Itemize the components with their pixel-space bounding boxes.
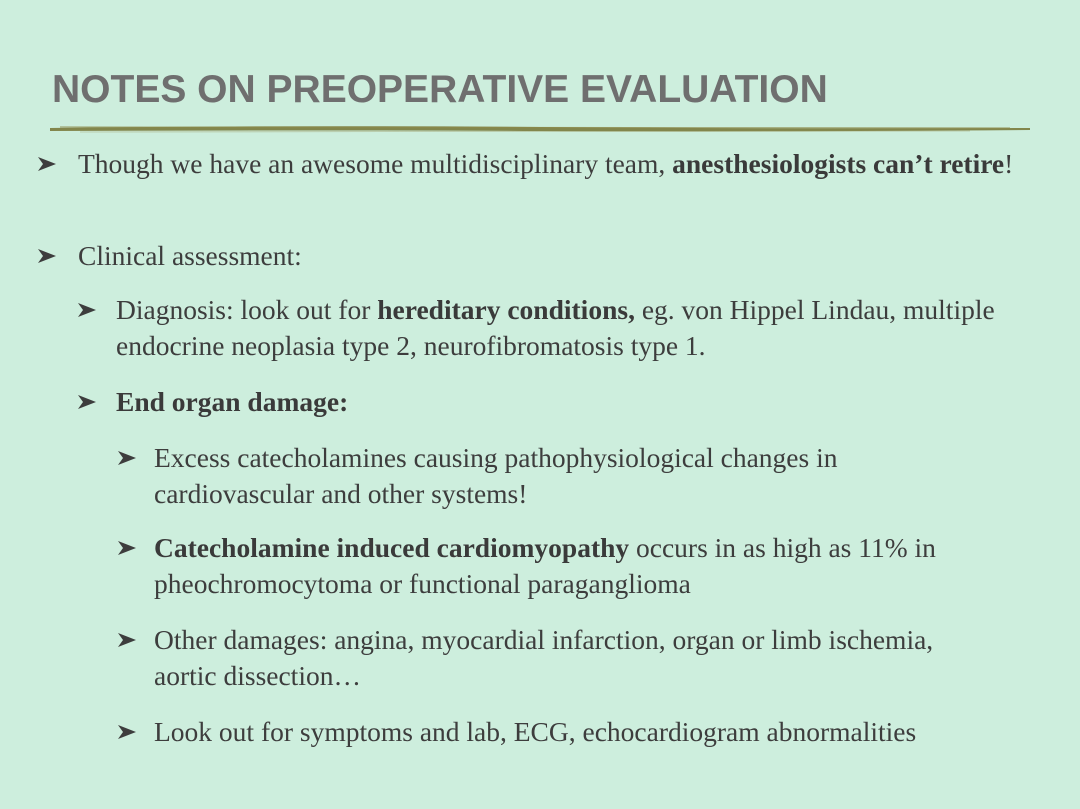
title-underline (50, 122, 1030, 136)
bullet-item (38, 238, 1038, 278)
bullet-item (78, 292, 1038, 368)
bullet-text: Look out for symptoms and lab, ECG, echocardiogram abnormalities (154, 716, 917, 747)
bullet-text: occurs in as high as 11% in pheochromocytoma or functional paraganglioma (154, 532, 936, 599)
arrow-bullet-icon (38, 249, 56, 263)
arrow-bullet-icon (78, 303, 96, 317)
bullet-text: Though we have an awesome multidisciplinary team, (78, 148, 673, 179)
arrow-bullet-icon (118, 633, 136, 647)
bullet-text: Excess catecholamines causing pathophysiological changes in cardiovascular and other systems! (154, 442, 838, 509)
bullet-bold-text: anesthesiologists can’t retire (672, 148, 1005, 179)
bullet-item (118, 714, 1058, 754)
bullet-item (78, 384, 1038, 424)
arrow-bullet-icon (78, 395, 96, 409)
bullet-item (118, 440, 1038, 516)
bullet-text: Diagnosis: look out for (116, 294, 378, 325)
bullet-text: Clinical assessment: (78, 240, 302, 271)
bullet-text: ! (1004, 148, 1014, 179)
bullet-item (118, 622, 1038, 698)
slide-title: NOTES ON PREOPERATIVE EVALUATION (52, 68, 828, 111)
bullet-text: Other damages: angina, myocardial infarction, organ or limb ischemia, aortic dissection… (154, 624, 934, 691)
bullet-bold-text: End organ damage: (116, 386, 349, 417)
bullet-item (118, 530, 1038, 606)
arrow-bullet-icon (118, 725, 136, 739)
arrow-bullet-icon (118, 451, 136, 465)
bullet-bold-text: Catecholamine induced cardiomyopathy (154, 532, 630, 563)
bullet-text: eg. von Hippel Lindau, multiple endocrine neoplasia type 2, neurofibromatosis type 1. (116, 294, 995, 361)
bullet-bold-text: hereditary conditions, (377, 294, 635, 325)
arrow-bullet-icon (38, 157, 56, 171)
bullet-item (38, 146, 1038, 222)
arrow-bullet-icon (118, 541, 136, 555)
